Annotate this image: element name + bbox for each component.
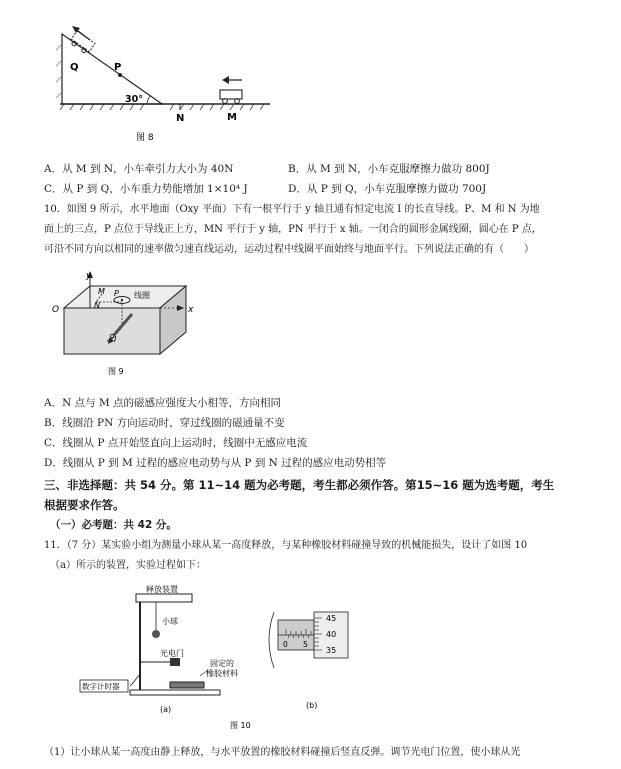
fig10-release-device: 释放装置 (146, 585, 178, 594)
fig10-fixed-rubber-2: 橡胶材料 (206, 669, 238, 678)
fig8-label-M: M (227, 112, 237, 123)
fig10-scale-35: 35 (326, 646, 337, 655)
fig10-sub-a: (a) (160, 705, 172, 714)
fig10-ball: 小球 (162, 617, 178, 626)
fig10-scale-45: 45 (326, 614, 337, 623)
fig9-label-y: y (86, 271, 92, 281)
fig10-scale-0: 0 (283, 640, 288, 649)
q11-part-1-line: （1）让小球从某一高度由静上释放，与水平放置的橡胶材料碰撞后竖直反弹。调节光电门位置，使小球从光 (44, 747, 521, 758)
fig10-scale-5: 5 (303, 640, 308, 649)
fig10-caption: 图 10 (230, 721, 251, 730)
q9-option-d: D．从 P 到 Q，小车克服摩擦力做功 700J (288, 183, 487, 195)
q10-stem-line-3: 可沿不同方向以相同的速率做匀速直线运动，运动过程中线圈平面始终与地面平行。下列说法正确的有（ ） (44, 244, 534, 255)
figure-8 (50, 20, 280, 150)
q9-option-c: C．从 P 到 Q，小车重力势能增加 1×10⁴ J (44, 183, 248, 195)
fig10-fixed-rubber-1: 固定的 (210, 659, 234, 668)
fig9-caption: 图 9 (108, 367, 124, 376)
fig8-label-P: P (114, 62, 122, 73)
q10-stem-line-2: 面上的三点，P 点位于导线正上方，MN 平行于 y 轴，PN 平行于 x 轴。一闭合的圆形金属线圈，圆心在 P 点， (44, 224, 542, 235)
fig10-scale-40: 40 (326, 630, 337, 639)
q10-option-c: C．线圈从 P 点开始竖直向上运动时，线圈中无感应电流 (44, 437, 308, 449)
q10-option-d: D．线圈从 P 到 M 过程的感应电动势与从 P 到 N 过程的感应电动势相等 (44, 457, 387, 469)
q9-option-a: A．从 M 到 N，小车牵引力大小为 40N (44, 163, 234, 175)
fig8-label-angle: 30° (125, 94, 143, 105)
fig10-photogate: 光电门 (160, 649, 184, 658)
fig9-label-P: P (114, 289, 119, 298)
fig9-label-M: M (98, 287, 105, 296)
fig9-label-I: I (114, 335, 117, 344)
fig9-label-N: N (94, 301, 100, 310)
q9-option-b: B．从 M 到 N，小车克服摩擦力做功 800J (288, 163, 490, 175)
fig9-label-O: O (52, 305, 60, 315)
fig8-label-Q: Q (70, 62, 79, 73)
fig10-sub-b: (b) (306, 701, 318, 710)
section-3-heading-line-2: 根据要求作答。 (44, 498, 125, 512)
q10-stem-line-1: 10．如图 9 所示，水平地面（Oxy 平面）下有一根平行于 y 轴且通有恒定电流 I 的长直导线。P、M 和 N 为地 (44, 204, 540, 215)
fig8-label-N: N (176, 113, 185, 124)
section-3-sub-heading: （一）必考题：共 42 分。 (50, 519, 177, 531)
fig9-label-x: x (188, 305, 194, 315)
section-3-heading-line-1: 三、非选择题：共 54 分。第 11~14 题为必考题，考生都必须作答。第15~16 题为选考题，考生 (44, 478, 555, 492)
q10-option-a: A．N 点与 M 点的磁感应强度大小相等，方向相同 (44, 397, 282, 409)
q11-stem-line-2: （a）所示的装置，实验过程如下： (50, 560, 206, 571)
fig8-caption: 图 8 (136, 133, 154, 143)
figure-9 (50, 268, 200, 380)
fig9-label-coil: 线圈 (134, 291, 150, 300)
q11-stem-line-1: 11．（7 分）某实验小组为测量小球从某一高度释放，与某种橡胶材料碰撞导致的机械能损失，设计了如图 10 (44, 540, 528, 551)
q10-option-b: B．线圈沿 PN 方向运动时，穿过线圈的磁通量不变 (44, 417, 285, 429)
figure-10 (74, 582, 364, 732)
fig10-timer: 数字计时器 (82, 682, 120, 691)
